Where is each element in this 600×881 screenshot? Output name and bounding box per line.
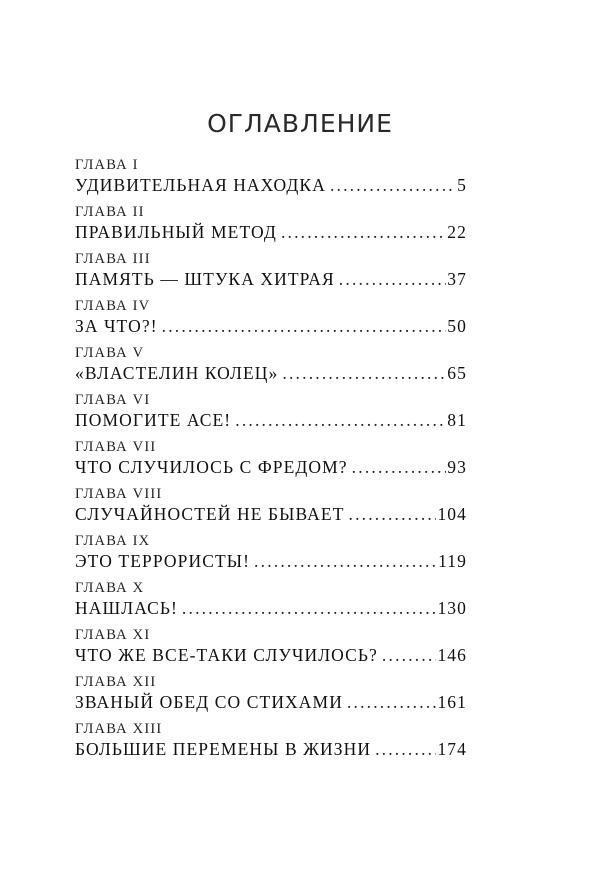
page-number: 37 bbox=[447, 269, 467, 289]
dot-leader bbox=[282, 362, 446, 384]
toc-entry bbox=[75, 720, 467, 767]
chapter-number: ГЛАВА XIII bbox=[75, 721, 163, 737]
chapter-number: ГЛАВА I bbox=[75, 157, 139, 173]
chapter-number: ГЛАВА XI bbox=[75, 627, 151, 643]
chapter-number: ГЛАВА X bbox=[75, 580, 145, 596]
chapter-line bbox=[75, 174, 467, 196]
chapter-title: ЗВАНЫЙ ОБЕД СО СТИХАМИ bbox=[75, 692, 343, 712]
dot-leader bbox=[352, 456, 447, 478]
dot-leader bbox=[235, 409, 446, 431]
dot-leader bbox=[330, 174, 456, 196]
chapter-line bbox=[75, 315, 467, 337]
chapter-number: ГЛАВА IX bbox=[75, 533, 151, 549]
dot-leader bbox=[182, 597, 437, 619]
page-number: 81 bbox=[447, 410, 467, 430]
chapter-title: «ВЛАСТЕЛИН КОЛЕЦ» bbox=[75, 363, 279, 383]
chapter-title: НАШЛАСЬ! bbox=[75, 598, 178, 618]
chapter-number: ГЛАВА VII bbox=[75, 439, 157, 455]
toc-entry bbox=[75, 673, 467, 720]
chapter-number: ГЛАВА XII bbox=[75, 674, 157, 690]
chapter-line bbox=[75, 362, 467, 384]
chapter-title: ЧТО ЖЕ ВСЕ-ТАКИ СЛУЧИЛОСЬ? bbox=[75, 645, 378, 665]
dot-leader bbox=[281, 221, 446, 243]
page-number: 50 bbox=[447, 316, 467, 336]
toc-entry bbox=[75, 203, 467, 250]
chapter-number: ГЛАВА II bbox=[75, 204, 145, 220]
page-number: 146 bbox=[437, 645, 467, 665]
chapter-number: ГЛАВА VI bbox=[75, 392, 151, 408]
chapter-number: ГЛАВА VIII bbox=[75, 486, 163, 502]
chapter-line bbox=[75, 268, 467, 290]
chapter-line bbox=[75, 597, 467, 619]
chapter-line bbox=[75, 221, 467, 243]
page-number: 22 bbox=[447, 222, 467, 242]
page-number: 93 bbox=[447, 457, 467, 477]
toc-entry bbox=[75, 579, 467, 626]
toc-entry bbox=[75, 344, 467, 391]
chapter-title: СЛУЧАЙНОСТЕЙ НЕ БЫВАЕТ bbox=[75, 504, 345, 524]
toc-entry bbox=[75, 438, 467, 485]
chapter-line bbox=[75, 503, 467, 525]
chapter-line bbox=[75, 738, 467, 760]
chapter-title: ПОМОГИТЕ АСЕ! bbox=[75, 410, 232, 430]
chapter-number: ГЛАВА V bbox=[75, 345, 145, 361]
toc-entry bbox=[75, 391, 467, 438]
chapter-title: УДИВИТЕЛЬНАЯ НАХОДКА bbox=[75, 175, 326, 195]
dot-leader bbox=[375, 738, 436, 760]
chapter-title: БОЛЬШИЕ ПЕРЕМЕНЫ В ЖИЗНИ bbox=[75, 739, 372, 759]
page-title: ОГЛАВЛЕНИЕ bbox=[207, 108, 393, 138]
chapter-title: ЧТО СЛУЧИЛОСЬ С ФРЕДОМ? bbox=[75, 457, 348, 477]
chapter-line bbox=[75, 644, 467, 666]
chapter-title: ПАМЯТЬ — ШТУКА ХИТРАЯ bbox=[75, 269, 335, 289]
toc-entry bbox=[75, 626, 467, 673]
toc-entry bbox=[75, 485, 467, 532]
toc-entry bbox=[75, 156, 467, 203]
dot-leader bbox=[349, 503, 437, 525]
chapter-title: ПРАВИЛЬНЫЙ МЕТОД bbox=[75, 222, 277, 242]
dot-leader bbox=[254, 550, 437, 572]
chapter-line bbox=[75, 456, 467, 478]
chapter-title: ЗА ЧТО?! bbox=[75, 316, 158, 336]
dot-leader bbox=[347, 691, 437, 713]
chapter-line bbox=[75, 691, 467, 713]
toc-entry bbox=[75, 250, 467, 297]
page-number: 65 bbox=[447, 363, 467, 383]
chapter-title: ЭТО ТЕРРОРИСТЫ! bbox=[75, 551, 251, 571]
chapter-line bbox=[75, 409, 467, 431]
page-number: 119 bbox=[438, 551, 467, 571]
chapter-number: ГЛАВА III bbox=[75, 251, 151, 267]
page-number: 5 bbox=[457, 175, 467, 195]
page-number: 174 bbox=[437, 739, 467, 759]
toc-entry bbox=[75, 297, 467, 344]
dot-leader bbox=[162, 315, 447, 337]
chapter-number: ГЛАВА IV bbox=[75, 298, 151, 314]
table-of-contents bbox=[75, 156, 467, 767]
dot-leader bbox=[339, 268, 447, 290]
dot-leader bbox=[382, 644, 437, 666]
chapter-line bbox=[75, 550, 467, 572]
page-number: 161 bbox=[437, 692, 467, 712]
page-number: 130 bbox=[437, 598, 467, 618]
toc-entry bbox=[75, 532, 467, 579]
page-number: 104 bbox=[437, 504, 467, 524]
